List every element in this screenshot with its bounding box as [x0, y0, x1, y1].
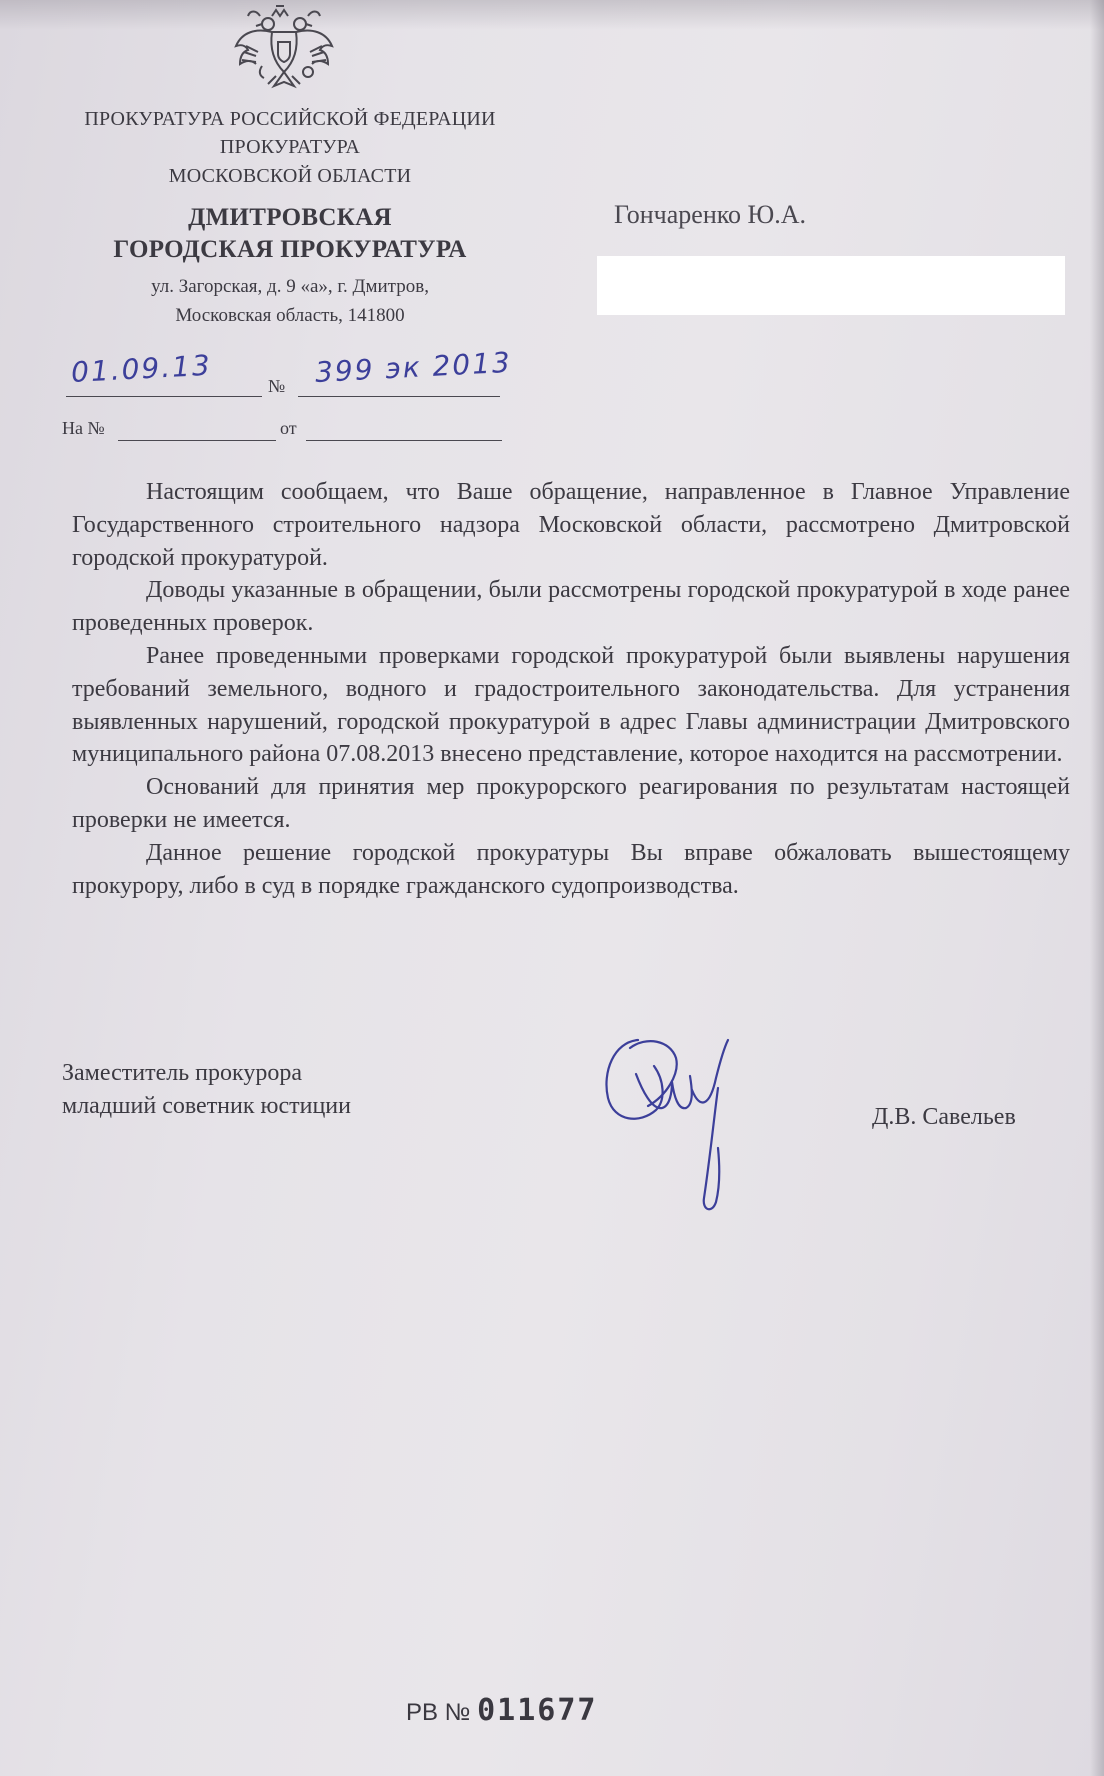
signatory-title-line-1: Заместитель прокурора: [62, 1060, 302, 1086]
body-paragraph-2: Доводы указанные в обращении, были рассмотрены городской прокуратурой в ходе ранее проведенных проверок.: [72, 577, 1070, 637]
office-name-line-2: ГОРОДСКАЯ ПРОКУРАТУРА: [113, 236, 467, 263]
signatory-title: [62, 1057, 351, 1123]
recipient-name: Гончаренко Ю.А.: [614, 200, 807, 229]
reply-number-label: На №: [62, 418, 105, 438]
reply-from-underline: [306, 440, 502, 441]
form-serial-value: 011677: [477, 1693, 598, 1728]
office-address-line-2: Московская область, 141800: [175, 305, 405, 326]
header-line-1: ПРОКУРАТУРА РОССИЙСКОЙ ФЕДЕРАЦИИ: [84, 108, 496, 130]
page-shadow-right: [1090, 0, 1104, 1776]
handwritten-date: 01.09.13: [70, 348, 213, 389]
form-serial-number: [406, 1693, 597, 1728]
handwritten-signature: [600, 1018, 760, 1228]
header-line-3: МОСКОВСКОЙ ОБЛАСТИ: [168, 165, 412, 187]
form-serial-prefix: РВ №: [406, 1699, 471, 1726]
signer-name: Д.В. Савельев: [872, 1104, 1016, 1130]
office-address-line-1: ул. Загорская, д. 9 «а», г. Дмитров,: [151, 276, 429, 297]
letter-body: [72, 476, 1070, 902]
signatory-title-line-2: младший советник юстиции: [62, 1093, 351, 1119]
office-name-line-1: ДМИТРОВСКАЯ: [188, 204, 392, 231]
body-paragraph-1: Настоящим сообщаем, что Ваше обращение, направленное в Главное Управление Государственного строительного надзора Московской области, рассмотрено Дмитровской городской прокуратурой.: [72, 479, 1070, 571]
header-line-2: ПРОКУРАТУРА: [219, 136, 361, 158]
body-paragraph-5: Данное решение городской прокуратуры Вы вправе обжаловать вышестоящему прокурору, либо в суд в порядке гражданского судопроизводства.: [72, 839, 1070, 899]
redacted-address: [597, 256, 1065, 315]
reply-from-label: от: [280, 418, 297, 438]
date-underline: [66, 396, 262, 397]
body-paragraph-3: Ранее проведенными проверками городской прокуратурой были выявлены нарушения требований земельного, водного и градостроительного законодательства. Для устранения выявленных нарушений, городской прокуратурой в адрес Главы администрации Дмитровского муниципального района 07.08.2013 внесено представление, которое находится на рассмотрении.: [72, 642, 1070, 768]
body-paragraph-4: Оснований для принятия мер прокурорского реагирования по результатам настоящей проверки не имеется.: [72, 774, 1070, 833]
handwritten-number: 399 эк 2013: [314, 345, 513, 389]
number-label: №: [268, 376, 286, 396]
number-underline: [298, 396, 500, 397]
page-shadow-top: [0, 0, 1104, 30]
double-headed-eagle-emblem-icon: [232, 2, 336, 98]
reply-number-underline: [118, 440, 276, 441]
